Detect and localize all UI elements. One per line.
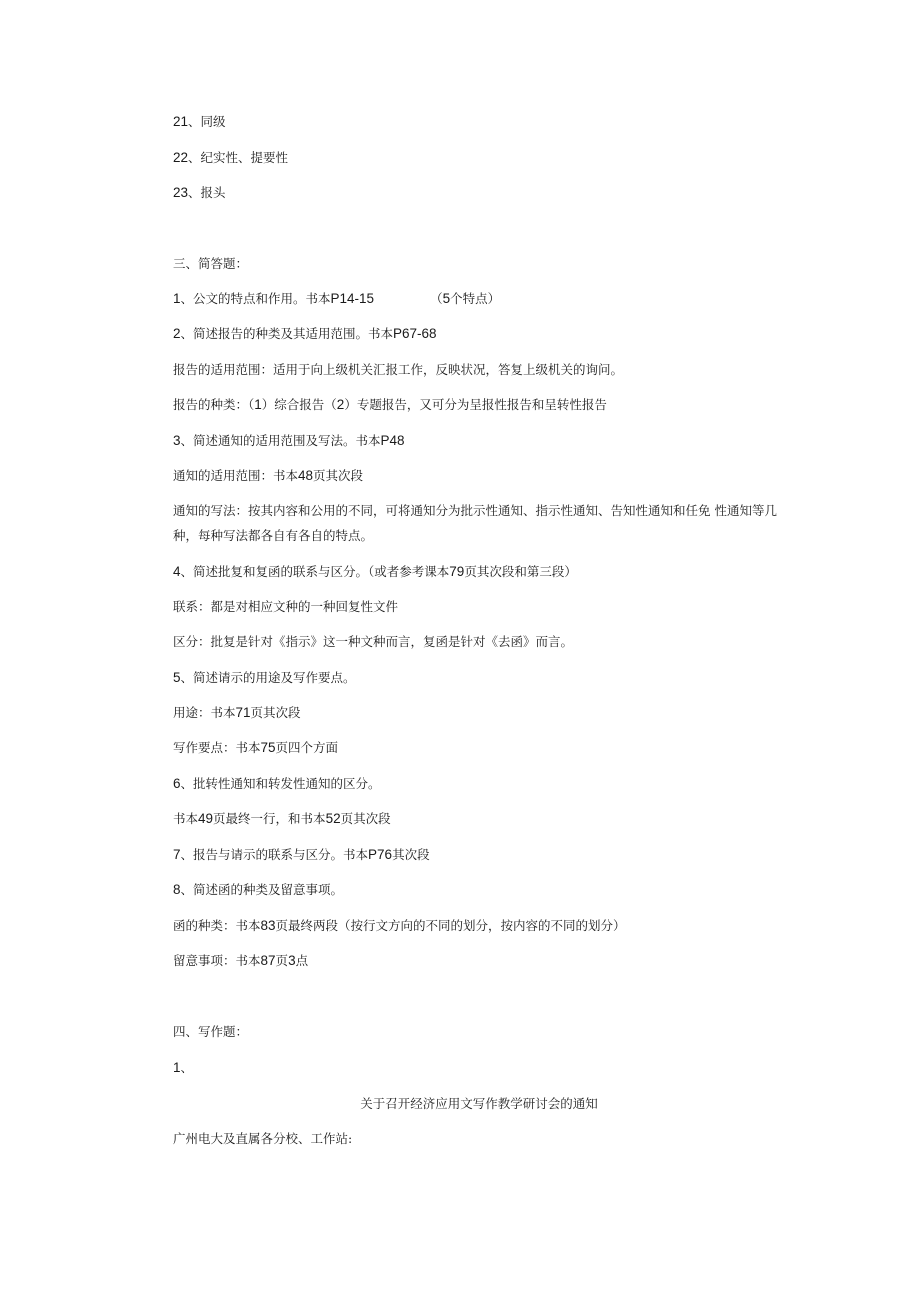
notice-diff-answer: 书本49页最终一行，和书本52页其次段	[173, 811, 391, 826]
notice-method: 通知的写法：按其内容和公用的不同，可将通知分为批示性通知、指示性通知、告知性通知和任免 性通知等几种，每种写法都各自有各自的特点。	[173, 503, 777, 543]
report-scope: 报告的适用范围：适用于向上级机关汇报工作，反映状况，答复上级机关的询问。	[173, 362, 624, 377]
question-3-7: 7、报告与请示的联系与区分。书本P76其次段	[173, 847, 430, 862]
letter-types: 函的种类：书本83页最终两段（按行文方向的不同的划分，按内容的不同的划分）	[173, 918, 626, 933]
report-types: 报告的种类：（1）综合报告（2）专题报告，又可分为呈报性报告和呈转性报告	[173, 397, 607, 412]
question-3-1: 1、公文的特点和作用。书本P14-15 （5个特点）	[173, 291, 501, 306]
letter-notes: 留意事项：书本87页3点	[173, 953, 309, 968]
request-use: 用途：书本71页其次段	[173, 705, 301, 720]
request-points: 写作要点：书本75页四个方面	[173, 740, 339, 755]
question-3-4: 4、简述批复和复函的联系与区分。（或者参考课本79页其次段和第三段）	[173, 564, 577, 579]
notice-recipient: 广州电大及直属各分校、工作站:	[173, 1131, 353, 1146]
section-4-heading: 四、写作题：	[173, 1024, 249, 1039]
question-3-5: 5、简述请示的用途及写作要点。	[173, 670, 356, 685]
question-4-1: 1、	[173, 1060, 194, 1075]
question-3-6: 6、批转性通知和转发性通知的区分。	[173, 776, 381, 791]
answer-22: 22、纪实性、提要性	[173, 150, 289, 165]
notice-scope: 通知的适用范围：书本48页其次段	[173, 468, 364, 483]
reply-diff: 区分：批复是针对《指示》这一种文种而言，复函是针对《去函》而言。	[173, 634, 574, 649]
question-3-3: 3、简述通知的适用范围及写法。书本P48	[173, 433, 405, 448]
notice-title: 关于召开经济应用文写作教学研讨会的通知	[360, 1096, 598, 1111]
question-3-8: 8、简述函的种类及留意事项。	[173, 882, 344, 897]
answer-23: 23、报头	[173, 185, 226, 200]
section-3-heading: 三、简答题：	[173, 256, 249, 271]
answer-21: 21、同级	[173, 114, 226, 129]
question-3-2: 2、简述报告的种类及其适用范围。书本P67-68	[173, 326, 437, 341]
reply-link: 联系：都是对相应文种的一种回复性文件	[173, 599, 399, 614]
